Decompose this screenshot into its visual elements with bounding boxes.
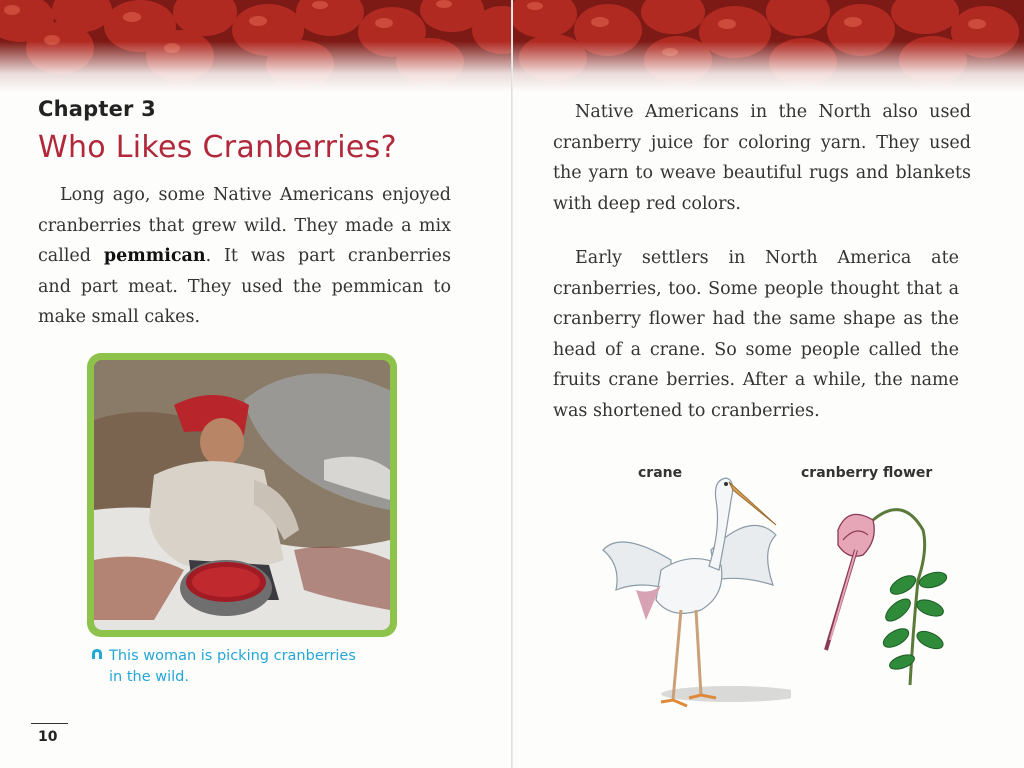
cranberry-banner-right (513, 0, 1024, 92)
settlers-text: Early settlers in North America ate cranberries, too. Some people thought that a cranberry flower had the same shape as the head of a crane. So some people called the fruits crane berries. After a while, the name was shortened to cranberries. (553, 248, 959, 421)
right-page (513, 0, 1024, 768)
intro-text-1: Long ago, some Native Americans enjoyed cranberries that grew wild. They made a mix called (38, 185, 451, 266)
photo-frame (87, 353, 397, 637)
pemmican-term: pemmican (103, 246, 206, 266)
intro-paragraph (38, 180, 451, 333)
cranberry-flower-label: cranberry flower (801, 465, 933, 481)
page-number: 10 (31, 723, 68, 745)
chapter-label: Chapter 3 (38, 97, 156, 121)
crane-label: crane (638, 465, 683, 481)
settlers-paragraph (553, 243, 959, 426)
yarn-text: Native Americans in the North also used cranberry juice for coloring yarn. They used the yarn to weave beautiful rugs and blankets with deep red colors. (553, 102, 971, 214)
cranberry-flower-illustration (818, 490, 948, 690)
crane-illustration (601, 470, 791, 730)
chapter-title: Who Likes Cranberries? (38, 130, 397, 165)
woman-picking-cranberries-photo (94, 360, 390, 630)
cranberry-banner (0, 0, 512, 92)
photo-pointer-icon (91, 646, 104, 667)
intro-text-2: . It was part cranberries and part meat. They used the pemmican to make small cakes. (38, 246, 451, 327)
caption-line-1: This woman is picking cranberries (109, 648, 356, 664)
photo-caption (91, 646, 356, 688)
yarn-paragraph (553, 97, 971, 219)
caption-line-2: in the wild. (109, 669, 189, 685)
